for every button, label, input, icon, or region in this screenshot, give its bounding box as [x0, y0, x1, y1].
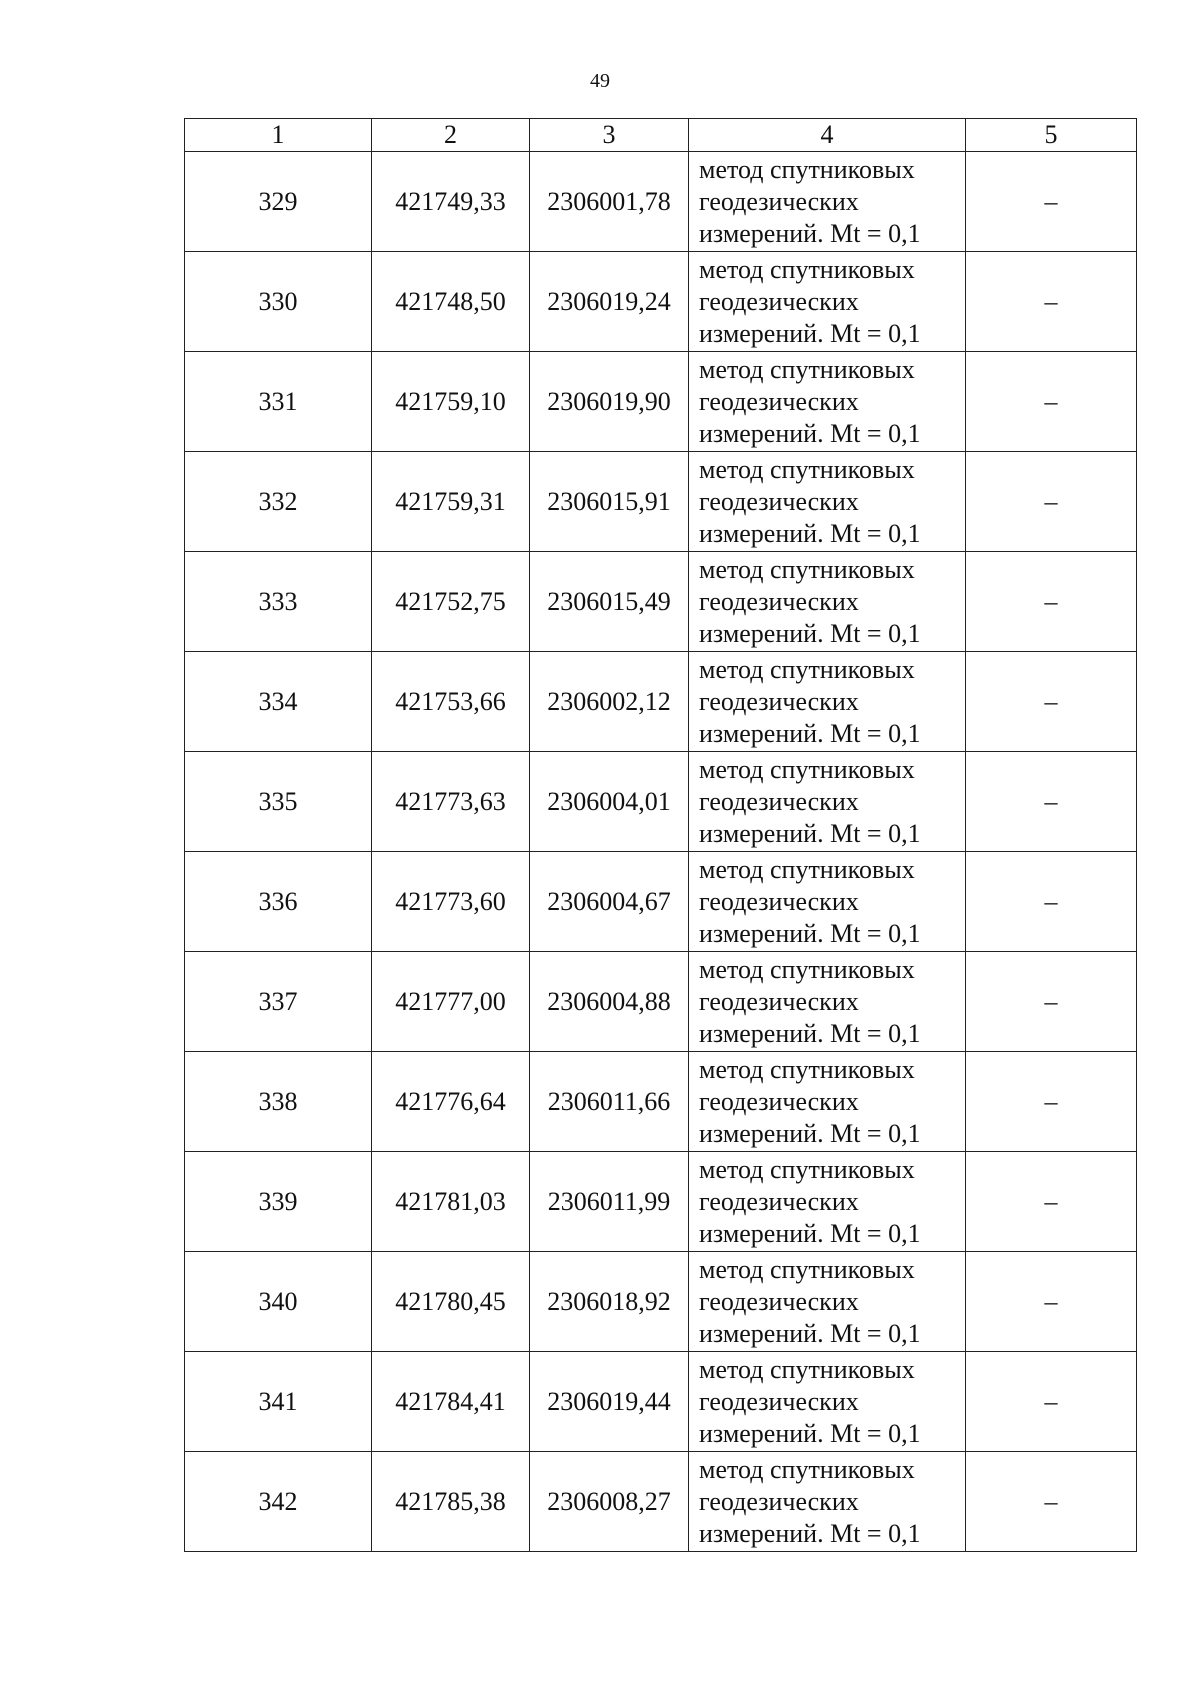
table-row: [185, 752, 1137, 852]
method-cell: [689, 1252, 966, 1352]
note-cell: –: [966, 1052, 1137, 1152]
point-number-cell: 341: [185, 1352, 372, 1452]
method-line: измерений. Mt = 0,1: [699, 1518, 921, 1548]
x-coordinate-cell: 421759,31: [372, 452, 530, 552]
y-coordinate-cell: 2306019,44: [530, 1352, 689, 1452]
point-number-cell: 331: [185, 352, 372, 452]
method-cell: [689, 1052, 966, 1152]
method-cell: [689, 452, 966, 552]
method-line: геодезических: [699, 986, 859, 1016]
method-line: метод спутниковых: [699, 1054, 915, 1084]
point-number-cell: 334: [185, 652, 372, 752]
method-cell: [689, 652, 966, 752]
method-line: геодезических: [699, 1286, 859, 1316]
x-coordinate-cell: 421773,63: [372, 752, 530, 852]
point-number-cell: 342: [185, 1452, 372, 1552]
method-cell: [689, 1452, 966, 1552]
method-line: измерений. Mt = 0,1: [699, 918, 921, 948]
method-line: метод спутниковых: [699, 454, 915, 484]
method-line: геодезических: [699, 886, 859, 916]
header-col-1: 1: [185, 119, 372, 152]
method-cell: [689, 852, 966, 952]
method-line: метод спутниковых: [699, 1154, 915, 1184]
method-line: геодезических: [699, 186, 859, 216]
method-line: метод спутниковых: [699, 654, 915, 684]
table-body: [185, 152, 1137, 1552]
method-line: метод спутниковых: [699, 354, 915, 384]
table-row: [185, 352, 1137, 452]
table-row: [185, 452, 1137, 552]
x-coordinate-cell: 421781,03: [372, 1152, 530, 1252]
point-number-cell: 338: [185, 1052, 372, 1152]
y-coordinate-cell: 2306018,92: [530, 1252, 689, 1352]
x-coordinate-cell: 421776,64: [372, 1052, 530, 1152]
y-coordinate-cell: 2306004,88: [530, 952, 689, 1052]
y-coordinate-cell: 2306015,91: [530, 452, 689, 552]
note-cell: –: [966, 452, 1137, 552]
y-coordinate-cell: 2306019,90: [530, 352, 689, 452]
method-line: метод спутниковых: [699, 954, 915, 984]
table-row: [185, 1152, 1137, 1252]
y-coordinate-cell: 2306004,67: [530, 852, 689, 952]
note-cell: –: [966, 552, 1137, 652]
point-number-cell: 333: [185, 552, 372, 652]
x-coordinate-cell: 421784,41: [372, 1352, 530, 1452]
note-cell: –: [966, 752, 1137, 852]
x-coordinate-cell: 421777,00: [372, 952, 530, 1052]
method-line: измерений. Mt = 0,1: [699, 518, 921, 548]
coordinates-table: [184, 118, 1137, 1552]
x-coordinate-cell: 421752,75: [372, 552, 530, 652]
method-line: геодезических: [699, 486, 859, 516]
method-line: геодезических: [699, 386, 859, 416]
header-col-2: 2: [372, 119, 530, 152]
header-row: [185, 119, 1137, 152]
method-line: метод спутниковых: [699, 854, 915, 884]
method-cell: [689, 352, 966, 452]
method-line: геодезических: [699, 686, 859, 716]
method-line: измерений. Mt = 0,1: [699, 318, 921, 348]
point-number-cell: 332: [185, 452, 372, 552]
point-number-cell: 335: [185, 752, 372, 852]
x-coordinate-cell: 421748,50: [372, 252, 530, 352]
method-line: геодезических: [699, 1386, 859, 1416]
point-number-cell: 340: [185, 1252, 372, 1352]
header-col-3: 3: [530, 119, 689, 152]
method-line: геодезических: [699, 1486, 859, 1516]
method-line: геодезических: [699, 286, 859, 316]
method-line: метод спутниковых: [699, 754, 915, 784]
table-row: [185, 1352, 1137, 1452]
point-number-cell: 329: [185, 152, 372, 252]
x-coordinate-cell: 421759,10: [372, 352, 530, 452]
method-line: измерений. Mt = 0,1: [699, 1018, 921, 1048]
method-line: измерений. Mt = 0,1: [699, 618, 921, 648]
method-line: метод спутниковых: [699, 254, 915, 284]
y-coordinate-cell: 2306002,12: [530, 652, 689, 752]
method-cell: [689, 252, 966, 352]
method-line: метод спутниковых: [699, 1454, 915, 1484]
x-coordinate-cell: 421749,33: [372, 152, 530, 252]
y-coordinate-cell: 2306019,24: [530, 252, 689, 352]
y-coordinate-cell: 2306011,66: [530, 1052, 689, 1152]
method-line: метод спутниковых: [699, 554, 915, 584]
table-row: [185, 952, 1137, 1052]
method-line: измерений. Mt = 0,1: [699, 218, 921, 248]
point-number-cell: 339: [185, 1152, 372, 1252]
header-col-4: 4: [689, 119, 966, 152]
y-coordinate-cell: 2306004,01: [530, 752, 689, 852]
table-row: [185, 252, 1137, 352]
note-cell: –: [966, 152, 1137, 252]
method-line: метод спутниковых: [699, 1354, 915, 1384]
method-cell: [689, 152, 966, 252]
method-line: геодезических: [699, 1186, 859, 1216]
method-line: геодезических: [699, 786, 859, 816]
point-number-cell: 336: [185, 852, 372, 952]
method-line: измерений. Mt = 0,1: [699, 818, 921, 848]
method-line: измерений. Mt = 0,1: [699, 1118, 921, 1148]
y-coordinate-cell: 2306008,27: [530, 1452, 689, 1552]
method-cell: [689, 1152, 966, 1252]
point-number-cell: 330: [185, 252, 372, 352]
method-line: метод спутниковых: [699, 1254, 915, 1284]
header-col-5: 5: [966, 119, 1137, 152]
method-line: метод спутниковых: [699, 154, 915, 184]
x-coordinate-cell: 421780,45: [372, 1252, 530, 1352]
note-cell: –: [966, 1352, 1137, 1452]
method-cell: [689, 952, 966, 1052]
table-row: [185, 152, 1137, 252]
method-line: измерений. Mt = 0,1: [699, 718, 921, 748]
point-number-cell: 337: [185, 952, 372, 1052]
table-row: [185, 652, 1137, 752]
note-cell: –: [966, 1152, 1137, 1252]
note-cell: –: [966, 1452, 1137, 1552]
table-header: [185, 119, 1137, 152]
note-cell: –: [966, 1252, 1137, 1352]
x-coordinate-cell: 421785,38: [372, 1452, 530, 1552]
method-line: геодезических: [699, 1086, 859, 1116]
method-line: измерений. Mt = 0,1: [699, 1318, 921, 1348]
method-line: измерений. Mt = 0,1: [699, 418, 921, 448]
page-number: 49: [590, 70, 610, 92]
method-line: измерений. Mt = 0,1: [699, 1418, 921, 1448]
note-cell: –: [966, 952, 1137, 1052]
table-row: [185, 552, 1137, 652]
method-line: измерений. Mt = 0,1: [699, 1218, 921, 1248]
y-coordinate-cell: 2306011,99: [530, 1152, 689, 1252]
table-row: [185, 1052, 1137, 1152]
note-cell: –: [966, 652, 1137, 752]
table-row: [185, 1252, 1137, 1352]
note-cell: –: [966, 252, 1137, 352]
method-line: геодезических: [699, 586, 859, 616]
table-row: [185, 1452, 1137, 1552]
note-cell: –: [966, 852, 1137, 952]
table-row: [185, 852, 1137, 952]
y-coordinate-cell: 2306001,78: [530, 152, 689, 252]
method-cell: [689, 752, 966, 852]
x-coordinate-cell: 421773,60: [372, 852, 530, 952]
note-cell: –: [966, 352, 1137, 452]
method-cell: [689, 552, 966, 652]
x-coordinate-cell: 421753,66: [372, 652, 530, 752]
method-cell: [689, 1352, 966, 1452]
y-coordinate-cell: 2306015,49: [530, 552, 689, 652]
